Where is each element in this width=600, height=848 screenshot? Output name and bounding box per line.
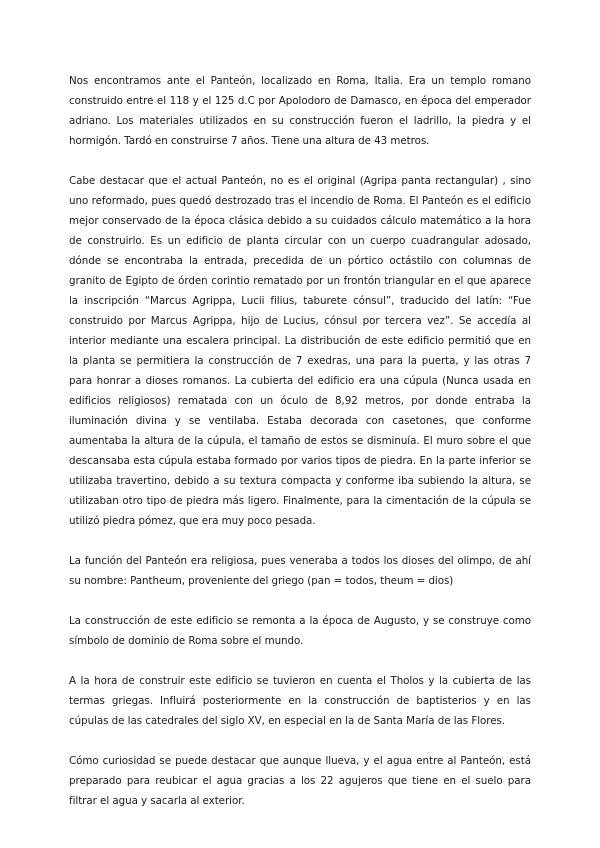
paragraph-spacer <box>69 651 531 671</box>
paragraph-history: La construcción de este edificio se remonta a la época de Augusto, y se construye como símbolo de dominio de Roma sobre el mundo. <box>69 615 531 647</box>
paragraph-spacer <box>69 151 531 171</box>
paragraph-influence: A la hora de construir este edificio se tuvieron en cuenta el Tholos y la cubierta de las termas griegas. Influirá posteriormente en la construcción de baptisterios y en las cúpulas de las catedrales del siglo XV, en especial en la de Santa María de las Flores. <box>69 675 531 727</box>
paragraph-function: La función del Panteón era religiosa, pues veneraba a todos los dioses del olimpo, de ahí su nombre: Pantheum, proveniente del griego (pan = todos, theum = dios) <box>69 555 531 587</box>
paragraph-spacer <box>69 591 531 611</box>
paragraph-intro: Nos encontramos ante el Panteón, localizado en Roma, Italia. Era un templo romano construido entre el 118 y el 125 d.C por Apolodoro de Damasco, en época del emperador adriano. Los materiales utilizados en su construcción fueron el ladrillo, la piedra y el hormigón. Tardó en construirse 7 años. Tiene una altura de 43 metros. <box>69 75 531 147</box>
paragraph-spacer <box>69 531 531 551</box>
paragraph-curiosity: Cómo curiosidad se puede destacar que aunque llueva, y el agua entre al Panteón, está preparado para reubicar el agua gracias a los 22 agujeros que tiene en el suelo para filtrar el agua y sacarla al exterior. <box>69 755 531 807</box>
paragraph-description: Cabe destacar que el actual Panteón, no es el original (Agripa panta rectangular) , sino uno reformado, pues quedó destrozado tras el incendio de Roma. El Panteón es el edificio mejor conservado de la época clásica debido a su cuidados cálculo matemático a la hora de construirlo. Es un edificio de planta circular con un cuerpo cuadrangular adosado, dónde se encontraba la entrada, precedida de un pórtico octástilo con columnas de granito de Egipto de órden corintio rematado por un frontón triangular en el que aparece la inscripción “Marcus Agrippa, Lucii filius, taburete cónsul”, traducido del latín: “Fue construido por Marcus Agrippa, hijo de Lucius, cónsul por tercera vez”. Se accedía al interior mediante una escalera principal. La distribución de este edificio permitió que en la planta se permitiera la construcción de 7 exedras, una para la puerta, y las otras 7 para honrar a dioses romanos. La cubierta del edificio era una cúpula (Nunca usada en edificios religiosos) rematada con un óculo de 8,92 metros, por donde entraba la iluminación divina y se ventilaba. Estaba decorada con casetones, que conforme aumentaba la altura de la cúpula, el tamaño de estos se disminuía. El muro sobre el que descansaba esta cúpula estaba formado por varios tipos de piedra. En la parte inferior se utilizaba travertino, debido a su textura compacta y conforme iba subiendo la altura, se utilizaban otro tipo de piedra más ligero. Finalmente, para la cimentación de la cúpula se utilizó piedra pómez, que era muy poco pesada. <box>69 175 531 527</box>
paragraph-spacer <box>69 731 531 751</box>
